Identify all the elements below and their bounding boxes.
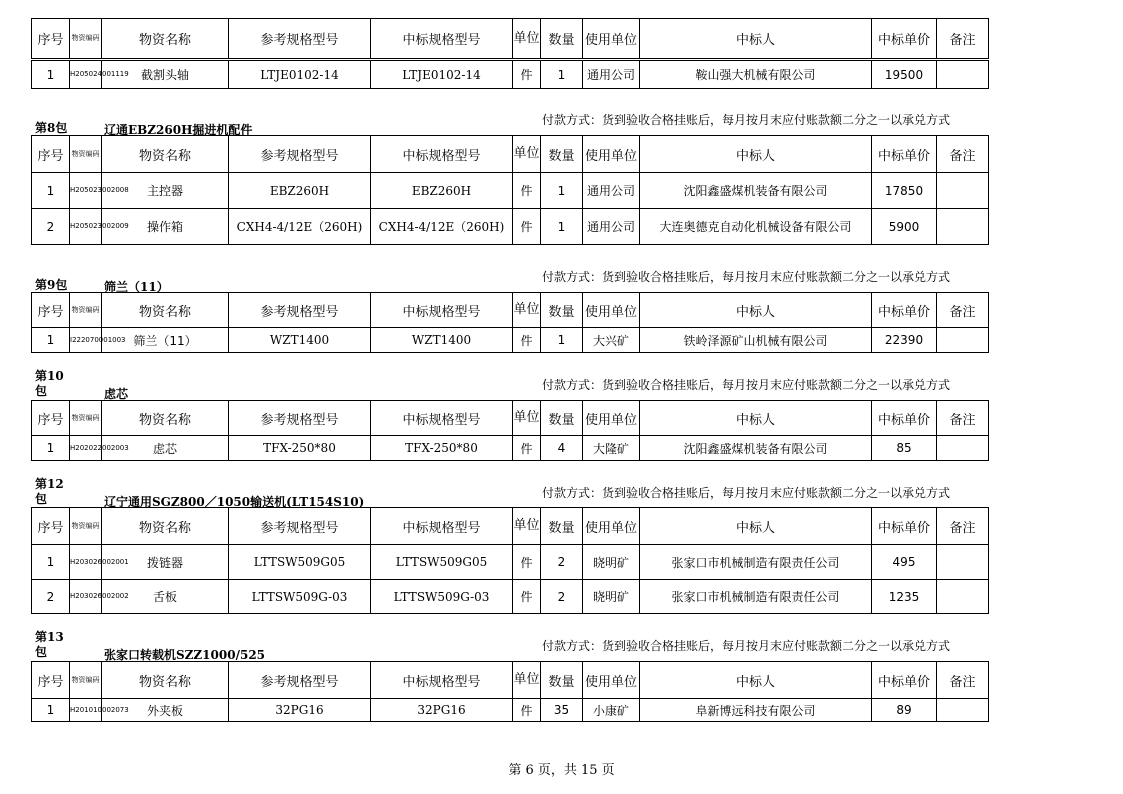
header-code: 物资编码 bbox=[70, 401, 102, 436]
header-name: 物资名称 bbox=[102, 293, 229, 328]
cell-seq: 2 bbox=[32, 580, 70, 614]
cell-remark bbox=[937, 328, 989, 353]
header-ref-spec: 参考规格型号 bbox=[229, 136, 371, 173]
table-row bbox=[32, 173, 989, 209]
header-user: 使用单位 bbox=[583, 662, 640, 699]
cell-unit: 件 bbox=[513, 173, 541, 209]
header-name: 物资名称 bbox=[102, 401, 229, 436]
package-table bbox=[31, 135, 989, 245]
cell-seq: 1 bbox=[32, 173, 70, 209]
header-seq: 序号 bbox=[32, 662, 70, 699]
header-unit: 单位 bbox=[513, 293, 541, 328]
cell-bid-spec: TFX-250*80 bbox=[371, 436, 513, 461]
cell-ref-spec: TFX-250*80 bbox=[229, 436, 371, 461]
header-price: 中标单价 bbox=[872, 508, 937, 545]
header-winner: 中标人 bbox=[640, 508, 872, 545]
cell-remark bbox=[937, 699, 989, 722]
cell-winner: 大连奥德克自动化机械设备有限公司 bbox=[640, 209, 872, 245]
package-label: 第12包 bbox=[35, 477, 64, 506]
header-row bbox=[32, 401, 989, 436]
header-price: 中标单价 bbox=[872, 401, 937, 436]
table-row bbox=[32, 209, 989, 245]
cell-qty: 1 bbox=[541, 328, 583, 353]
cell-ref-spec: EBZ260H bbox=[229, 173, 371, 209]
cell-seq: 1 bbox=[32, 699, 70, 722]
header-remark: 备注 bbox=[937, 662, 989, 699]
header-ref-spec: 参考规格型号 bbox=[229, 662, 371, 699]
cell-bid-spec: LTTSW509G05 bbox=[371, 545, 513, 580]
header-bid-spec: 中标规格型号 bbox=[371, 136, 513, 173]
header-unit: 单位 bbox=[513, 508, 541, 545]
cell-winner: 张家口市机械制造有限责任公司 bbox=[640, 580, 872, 614]
cell-ref-spec: 32PG16 bbox=[229, 699, 371, 722]
cell-unit: 件 bbox=[513, 436, 541, 461]
header-ref-spec: 参考规格型号 bbox=[229, 19, 371, 59]
cell-code: I222070001003 bbox=[70, 328, 102, 353]
cell-seq: 2 bbox=[32, 209, 70, 245]
header-name: 物资名称 bbox=[102, 508, 229, 545]
cell-user: 晓明矿 bbox=[583, 580, 640, 614]
cell-bid-spec: 32PG16 bbox=[371, 699, 513, 722]
header-user: 使用单位 bbox=[583, 293, 640, 328]
header-remark: 备注 bbox=[937, 401, 989, 436]
table-row bbox=[32, 545, 989, 580]
header-remark: 备注 bbox=[937, 508, 989, 545]
package-name: 张家口转载机SZZ1000/525 bbox=[104, 648, 266, 662]
cell-code: H203026002001 bbox=[70, 545, 102, 580]
cell-user: 通用公司 bbox=[583, 209, 640, 245]
cell-user: 小康矿 bbox=[583, 699, 640, 722]
header-name: 物资名称 bbox=[102, 19, 229, 59]
header-bid-spec: 中标规格型号 bbox=[371, 401, 513, 436]
header-row bbox=[32, 136, 989, 173]
cell-unit: 件 bbox=[513, 61, 541, 89]
header-seq: 序号 bbox=[32, 401, 70, 436]
payment-terms: 付款方式：货到验收合格挂账后，每月按月末应付账款额二分之一以承兑方式 bbox=[542, 378, 951, 392]
header-winner: 中标人 bbox=[640, 136, 872, 173]
cell-ref-spec: LTJE0102-14 bbox=[229, 61, 371, 89]
previous-package-table bbox=[31, 60, 989, 89]
table-row bbox=[32, 61, 989, 89]
header-user: 使用单位 bbox=[583, 136, 640, 173]
header-seq: 序号 bbox=[32, 508, 70, 545]
package-table bbox=[31, 400, 989, 461]
cell-qty: 2 bbox=[541, 545, 583, 580]
cell-user: 通用公司 bbox=[583, 173, 640, 209]
header-user: 使用单位 bbox=[583, 19, 640, 59]
header-seq: 序号 bbox=[32, 293, 70, 328]
previous-package-header-clipped bbox=[31, 32, 988, 60]
table-row bbox=[32, 580, 989, 614]
cell-remark bbox=[937, 545, 989, 580]
cell-ref-spec: WZT1400 bbox=[229, 328, 371, 353]
cell-price: 1235 bbox=[872, 580, 937, 614]
payment-terms: 付款方式：货到验收合格挂账后，每月按月末应付账款额二分之一以承兑方式 bbox=[542, 486, 951, 500]
cell-seq: 1 bbox=[32, 328, 70, 353]
payment-terms: 付款方式：货到验收合格挂账后，每月按月末应付账款额二分之一以承兑方式 bbox=[542, 270, 951, 284]
package-table bbox=[31, 661, 989, 722]
cell-winner: 铁岭泽源矿山机械有限公司 bbox=[640, 328, 872, 353]
header-winner: 中标人 bbox=[640, 293, 872, 328]
header-bid-spec: 中标规格型号 bbox=[371, 508, 513, 545]
header-code: 物资编码 bbox=[70, 662, 102, 699]
cell-price: 17850 bbox=[872, 173, 937, 209]
cell-code: H202022002003 bbox=[70, 436, 102, 461]
cell-bid-spec: LTJE0102-14 bbox=[371, 61, 513, 89]
cell-unit: 件 bbox=[513, 209, 541, 245]
cell-winner: 沈阳鑫盛煤机装备有限公司 bbox=[640, 173, 872, 209]
header-winner: 中标人 bbox=[640, 401, 872, 436]
header-seq: 序号 bbox=[32, 19, 70, 59]
header-unit: 单位 bbox=[513, 662, 541, 699]
header-code: 物资编码 bbox=[70, 19, 102, 59]
cell-seq: 1 bbox=[32, 545, 70, 580]
cell-name: 外夹板 bbox=[102, 699, 229, 722]
header-code: 物资编码 bbox=[70, 293, 102, 328]
cell-remark bbox=[937, 436, 989, 461]
cell-name: 拨链器 bbox=[102, 545, 229, 580]
header-row bbox=[32, 508, 989, 545]
cell-code: H201010002073 bbox=[70, 699, 102, 722]
header-seq: 序号 bbox=[32, 136, 70, 173]
cell-bid-spec: WZT1400 bbox=[371, 328, 513, 353]
header-winner: 中标人 bbox=[640, 662, 872, 699]
cell-remark bbox=[937, 173, 989, 209]
header-ref-spec: 参考规格型号 bbox=[229, 293, 371, 328]
header-qty: 数量 bbox=[541, 293, 583, 328]
cell-price: 22390 bbox=[872, 328, 937, 353]
header-user: 使用单位 bbox=[583, 508, 640, 545]
header-bid-spec: 中标规格型号 bbox=[371, 293, 513, 328]
cell-user: 晓明矿 bbox=[583, 545, 640, 580]
header-winner: 中标人 bbox=[640, 19, 872, 59]
cell-remark bbox=[937, 61, 989, 89]
header-unit: 单位 bbox=[513, 401, 541, 436]
header-unit: 单位 bbox=[513, 136, 541, 173]
package-name: 筛兰（11） bbox=[104, 280, 169, 294]
header-qty: 数量 bbox=[541, 508, 583, 545]
cell-unit: 件 bbox=[513, 545, 541, 580]
cell-winner: 鞍山强大机械有限公司 bbox=[640, 61, 872, 89]
cell-ref-spec: LTTSW509G-03 bbox=[229, 580, 371, 614]
cell-ref-spec: CXH4-4/12E（260H) bbox=[229, 209, 371, 245]
header-unit: 单位 bbox=[513, 19, 541, 59]
header-price: 中标单价 bbox=[872, 19, 937, 59]
package-table bbox=[31, 507, 989, 614]
cell-winner: 张家口市机械制造有限责任公司 bbox=[640, 545, 872, 580]
cell-name: 虑芯 bbox=[102, 436, 229, 461]
cell-unit: 件 bbox=[513, 699, 541, 722]
cell-bid-spec: EBZ260H bbox=[371, 173, 513, 209]
cell-ref-spec: LTTSW509G05 bbox=[229, 545, 371, 580]
header-name: 物资名称 bbox=[102, 136, 229, 173]
cell-winner: 阜新博远科技有限公司 bbox=[640, 699, 872, 722]
cell-qty: 1 bbox=[541, 209, 583, 245]
cell-code: H203026002002 bbox=[70, 580, 102, 614]
header-qty: 数量 bbox=[541, 19, 583, 59]
cell-qty: 1 bbox=[541, 61, 583, 89]
cell-name: 操作箱 bbox=[102, 209, 229, 245]
header-qty: 数量 bbox=[541, 662, 583, 699]
header-remark: 备注 bbox=[937, 19, 989, 59]
header-qty: 数量 bbox=[541, 401, 583, 436]
table-row bbox=[32, 436, 989, 461]
header-price: 中标单价 bbox=[872, 293, 937, 328]
cell-price: 495 bbox=[872, 545, 937, 580]
header-code: 物资编码 bbox=[70, 136, 102, 173]
cell-seq: 1 bbox=[32, 61, 70, 89]
table-row bbox=[32, 328, 989, 353]
cell-qty: 2 bbox=[541, 580, 583, 614]
header-code: 物资编码 bbox=[70, 508, 102, 545]
header-bid-spec: 中标规格型号 bbox=[371, 19, 513, 59]
cell-code: H205023002009 bbox=[70, 209, 102, 245]
header-remark: 备注 bbox=[937, 293, 989, 328]
page-number: 第 6 页，共 15 页 bbox=[508, 763, 615, 778]
cell-winner: 沈阳鑫盛煤机装备有限公司 bbox=[640, 436, 872, 461]
header-remark: 备注 bbox=[937, 136, 989, 173]
cell-name: 筛兰（11） bbox=[102, 328, 229, 353]
cell-code: H205024001119 bbox=[70, 61, 102, 89]
cell-bid-spec: LTTSW509G-03 bbox=[371, 580, 513, 614]
cell-name: 主控器 bbox=[102, 173, 229, 209]
cell-user: 大隆矿 bbox=[583, 436, 640, 461]
previous-header-table bbox=[31, 18, 989, 59]
cell-code: H205023002008 bbox=[70, 173, 102, 209]
header-ref-spec: 参考规格型号 bbox=[229, 508, 371, 545]
header-price: 中标单价 bbox=[872, 662, 937, 699]
header-bid-spec: 中标规格型号 bbox=[371, 662, 513, 699]
cell-name: 截割头轴 bbox=[102, 61, 229, 89]
cell-remark bbox=[937, 580, 989, 614]
payment-terms: 付款方式：货到验收合格挂账后，每月按月末应付账款额二分之一以承兑方式 bbox=[542, 113, 951, 127]
cell-unit: 件 bbox=[513, 328, 541, 353]
header-qty: 数量 bbox=[541, 136, 583, 173]
header-name: 物资名称 bbox=[102, 662, 229, 699]
header-ref-spec: 参考规格型号 bbox=[229, 401, 371, 436]
package-table bbox=[31, 292, 989, 353]
header-row bbox=[32, 662, 989, 699]
cell-name: 舌板 bbox=[102, 580, 229, 614]
package-name: 虑芯 bbox=[104, 387, 129, 401]
header-price: 中标单价 bbox=[872, 136, 937, 173]
cell-user: 通用公司 bbox=[583, 61, 640, 89]
cell-bid-spec: CXH4-4/12E（260H) bbox=[371, 209, 513, 245]
package-label: 第9包 bbox=[35, 278, 68, 292]
cell-price: 5900 bbox=[872, 209, 937, 245]
cell-remark bbox=[937, 209, 989, 245]
cell-price: 89 bbox=[872, 699, 937, 722]
cell-qty: 35 bbox=[541, 699, 583, 722]
cell-unit: 件 bbox=[513, 580, 541, 614]
package-name: 辽宁通用SGZ800／1050输送机(LT154S10) bbox=[104, 495, 365, 509]
cell-qty: 1 bbox=[541, 173, 583, 209]
cell-price: 19500 bbox=[872, 61, 937, 89]
cell-qty: 4 bbox=[541, 436, 583, 461]
package-name: 辽通EBZ260H掘进机配件 bbox=[104, 123, 253, 137]
cell-price: 85 bbox=[872, 436, 937, 461]
header-row bbox=[32, 293, 989, 328]
package-label: 第8包 bbox=[35, 121, 68, 135]
package-label: 第10包 bbox=[35, 369, 64, 398]
cell-user: 大兴矿 bbox=[583, 328, 640, 353]
package-label: 第13包 bbox=[35, 630, 64, 659]
header-user: 使用单位 bbox=[583, 401, 640, 436]
payment-terms: 付款方式：货到验收合格挂账后，每月按月末应付账款额二分之一以承兑方式 bbox=[542, 639, 951, 653]
table-row bbox=[32, 699, 989, 722]
cell-seq: 1 bbox=[32, 436, 70, 461]
